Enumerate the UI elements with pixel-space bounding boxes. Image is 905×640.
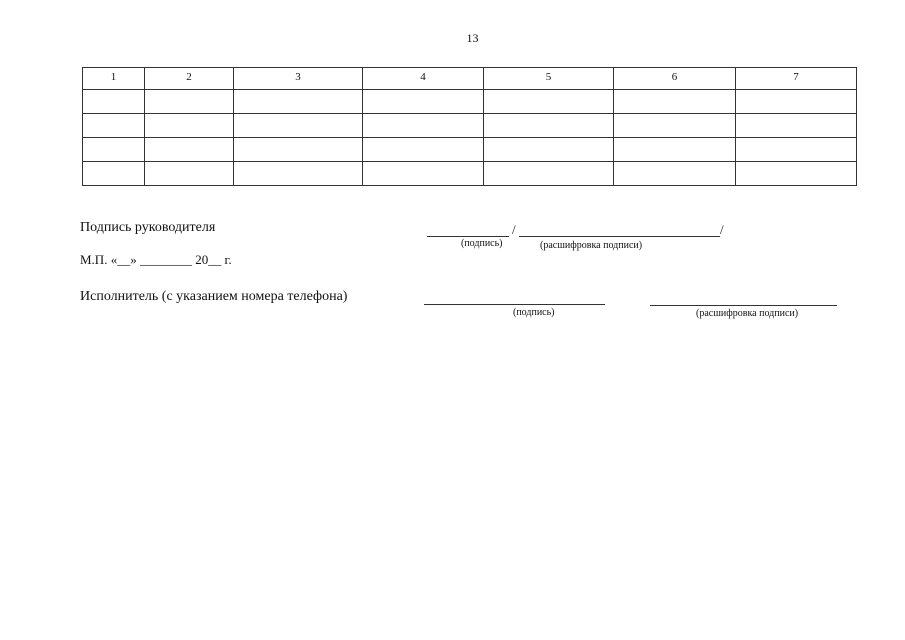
executor-decoding-line[interactable] bbox=[650, 305, 837, 306]
head-signature-line[interactable] bbox=[427, 236, 509, 237]
table-cell bbox=[145, 162, 234, 186]
table-cell bbox=[83, 138, 145, 162]
column-header: 5 bbox=[484, 68, 614, 90]
table-cell bbox=[83, 90, 145, 114]
executor-label: Исполнитель (с указанием номера телефона) bbox=[80, 289, 348, 304]
column-header: 7 bbox=[736, 68, 857, 90]
table-cell bbox=[736, 114, 857, 138]
table-cell bbox=[234, 138, 363, 162]
table-cell bbox=[363, 138, 484, 162]
table-cell bbox=[484, 138, 614, 162]
page-number: 13 bbox=[466, 31, 479, 45]
seal-date-line: М.П. «__» ________ 20__ г. bbox=[80, 252, 232, 267]
table-cell bbox=[363, 114, 484, 138]
executor-signature-line[interactable] bbox=[424, 304, 605, 305]
table-cell bbox=[484, 162, 614, 186]
table-header-row bbox=[83, 68, 857, 90]
table-cell bbox=[736, 138, 857, 162]
table-row bbox=[83, 114, 857, 138]
table-cell bbox=[83, 162, 145, 186]
table-cell bbox=[614, 138, 736, 162]
column-header: 4 bbox=[363, 68, 484, 90]
table-cell bbox=[614, 90, 736, 114]
column-header: 3 bbox=[234, 68, 363, 90]
table-cell bbox=[234, 114, 363, 138]
head-signature-caption: (подпись) bbox=[461, 238, 503, 249]
table-cell bbox=[363, 162, 484, 186]
table-cell bbox=[484, 114, 614, 138]
table-cell bbox=[736, 162, 857, 186]
column-header: 6 bbox=[614, 68, 736, 90]
table-row bbox=[83, 138, 857, 162]
head-signature-label: Подпись руководителя bbox=[80, 220, 216, 235]
table-cell bbox=[234, 162, 363, 186]
head-decoding-caption: (расшифровка подписи) bbox=[540, 240, 643, 251]
executor-decoding-caption: (расшифровка подписи) bbox=[696, 308, 799, 319]
table-cell bbox=[614, 114, 736, 138]
table-cell bbox=[145, 90, 234, 114]
table-cell bbox=[614, 162, 736, 186]
table-row bbox=[83, 162, 857, 186]
head-decoding-line[interactable] bbox=[519, 236, 720, 237]
table-cell bbox=[145, 138, 234, 162]
executor-signature-caption: (подпись) bbox=[513, 307, 555, 318]
slash-left: / bbox=[512, 222, 516, 237]
slash-right: / bbox=[720, 222, 724, 237]
table-cell bbox=[484, 90, 614, 114]
column-header: 2 bbox=[145, 68, 234, 90]
table-cell bbox=[83, 114, 145, 138]
table-row bbox=[83, 90, 857, 114]
table-cell bbox=[736, 90, 857, 114]
data-table bbox=[82, 67, 857, 186]
column-header: 1 bbox=[83, 68, 145, 90]
table-cell bbox=[363, 90, 484, 114]
table-cell bbox=[145, 114, 234, 138]
table-cell bbox=[234, 90, 363, 114]
